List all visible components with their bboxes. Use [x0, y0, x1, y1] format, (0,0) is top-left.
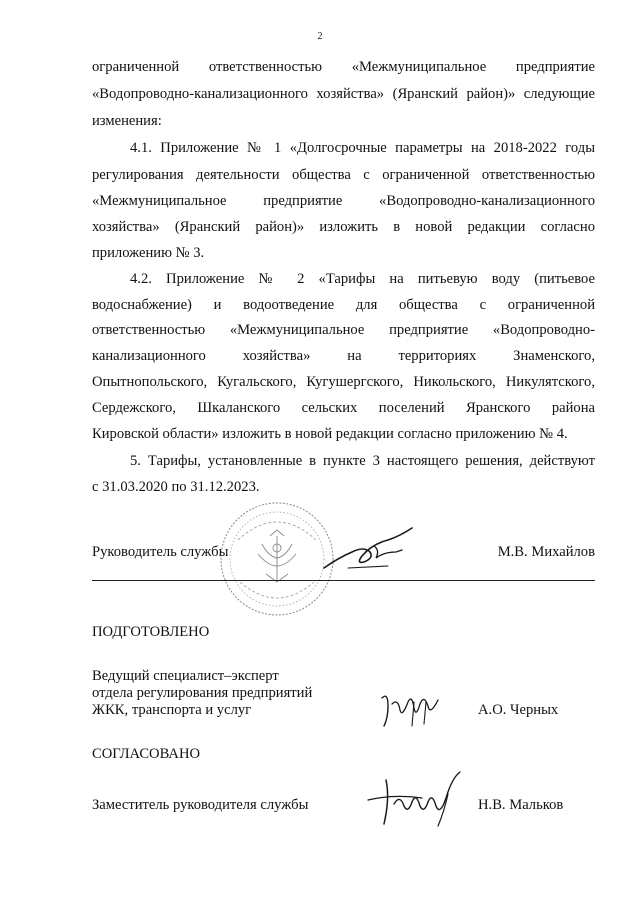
signatory-name: М.В. Михайлов: [497, 544, 595, 560]
body-line: хозяйства» (Яранский район)» изложить в новой редакции согласно: [92, 219, 595, 235]
body-line: приложению № 3.: [92, 245, 205, 261]
director-signature: [318, 522, 418, 574]
body-line: 4.2. Приложение № 2 «Тарифы на питьевую воду (питьевое: [130, 271, 595, 287]
prepared-position-line: Ведущий специалист–эксперт: [92, 668, 279, 684]
separator-line: [92, 580, 595, 581]
body-line: «Водопроводно-канализационного хозяйства» (Яранский район)» следующие: [92, 86, 595, 102]
body-line: 4.1. Приложение № 1 «Долгосрочные параметры на 2018-2022 годы: [130, 140, 595, 156]
body-line: Опытнопольского, Кугальского, Кугушергского, Никольского, Никулятского,: [92, 374, 595, 390]
prepared-signature: [378, 688, 446, 730]
body-line: ответственностью «Межмуниципальное предприятие «Водопроводно-: [92, 322, 595, 338]
page-number: 2: [317, 31, 323, 42]
body-line: водоснабжение) и водоотведение для общества с ограниченной: [92, 297, 595, 313]
agreed-position: Заместитель руководителя службы: [92, 797, 309, 813]
prepared-position-line: ЖКК, транспорта и услуг: [92, 702, 252, 718]
prepared-name: А.О. Черных: [478, 702, 559, 718]
body-line: канализационного хозяйства» на территориях Знаменского,: [92, 348, 595, 364]
prepared-position-line: отдела регулирования предприятий: [92, 685, 313, 701]
body-line: 5. Тарифы, установленные в пункте 3 настоящего решения, действуют: [130, 453, 595, 469]
agreed-name: Н.В. Мальков: [478, 797, 564, 813]
signatory-position: Руководитель службы: [92, 544, 229, 560]
body-line: «Межмуниципальное предприятие «Водопроводно-канализационного: [92, 193, 595, 209]
prepared-heading: ПОДГОТОВЛЕНО: [92, 624, 210, 640]
body-line: Кировской области» изложить в новой редакции согласно приложению № 4.: [92, 426, 568, 442]
agreed-signature: [364, 768, 470, 828]
agreed-heading: СОГЛАСОВАНО: [92, 746, 201, 762]
body-line: регулирования деятельности общества с ограниченной ответственностью: [92, 167, 595, 183]
body-line: с 31.03.2020 по 31.12.2023.: [92, 479, 260, 495]
body-line: изменения:: [92, 113, 162, 129]
body-line: Сердежского, Шкаланского сельских поселений Яранского района: [92, 400, 595, 416]
body-line: ограниченной ответственностью «Межмуниципальное предприятие: [92, 59, 595, 75]
